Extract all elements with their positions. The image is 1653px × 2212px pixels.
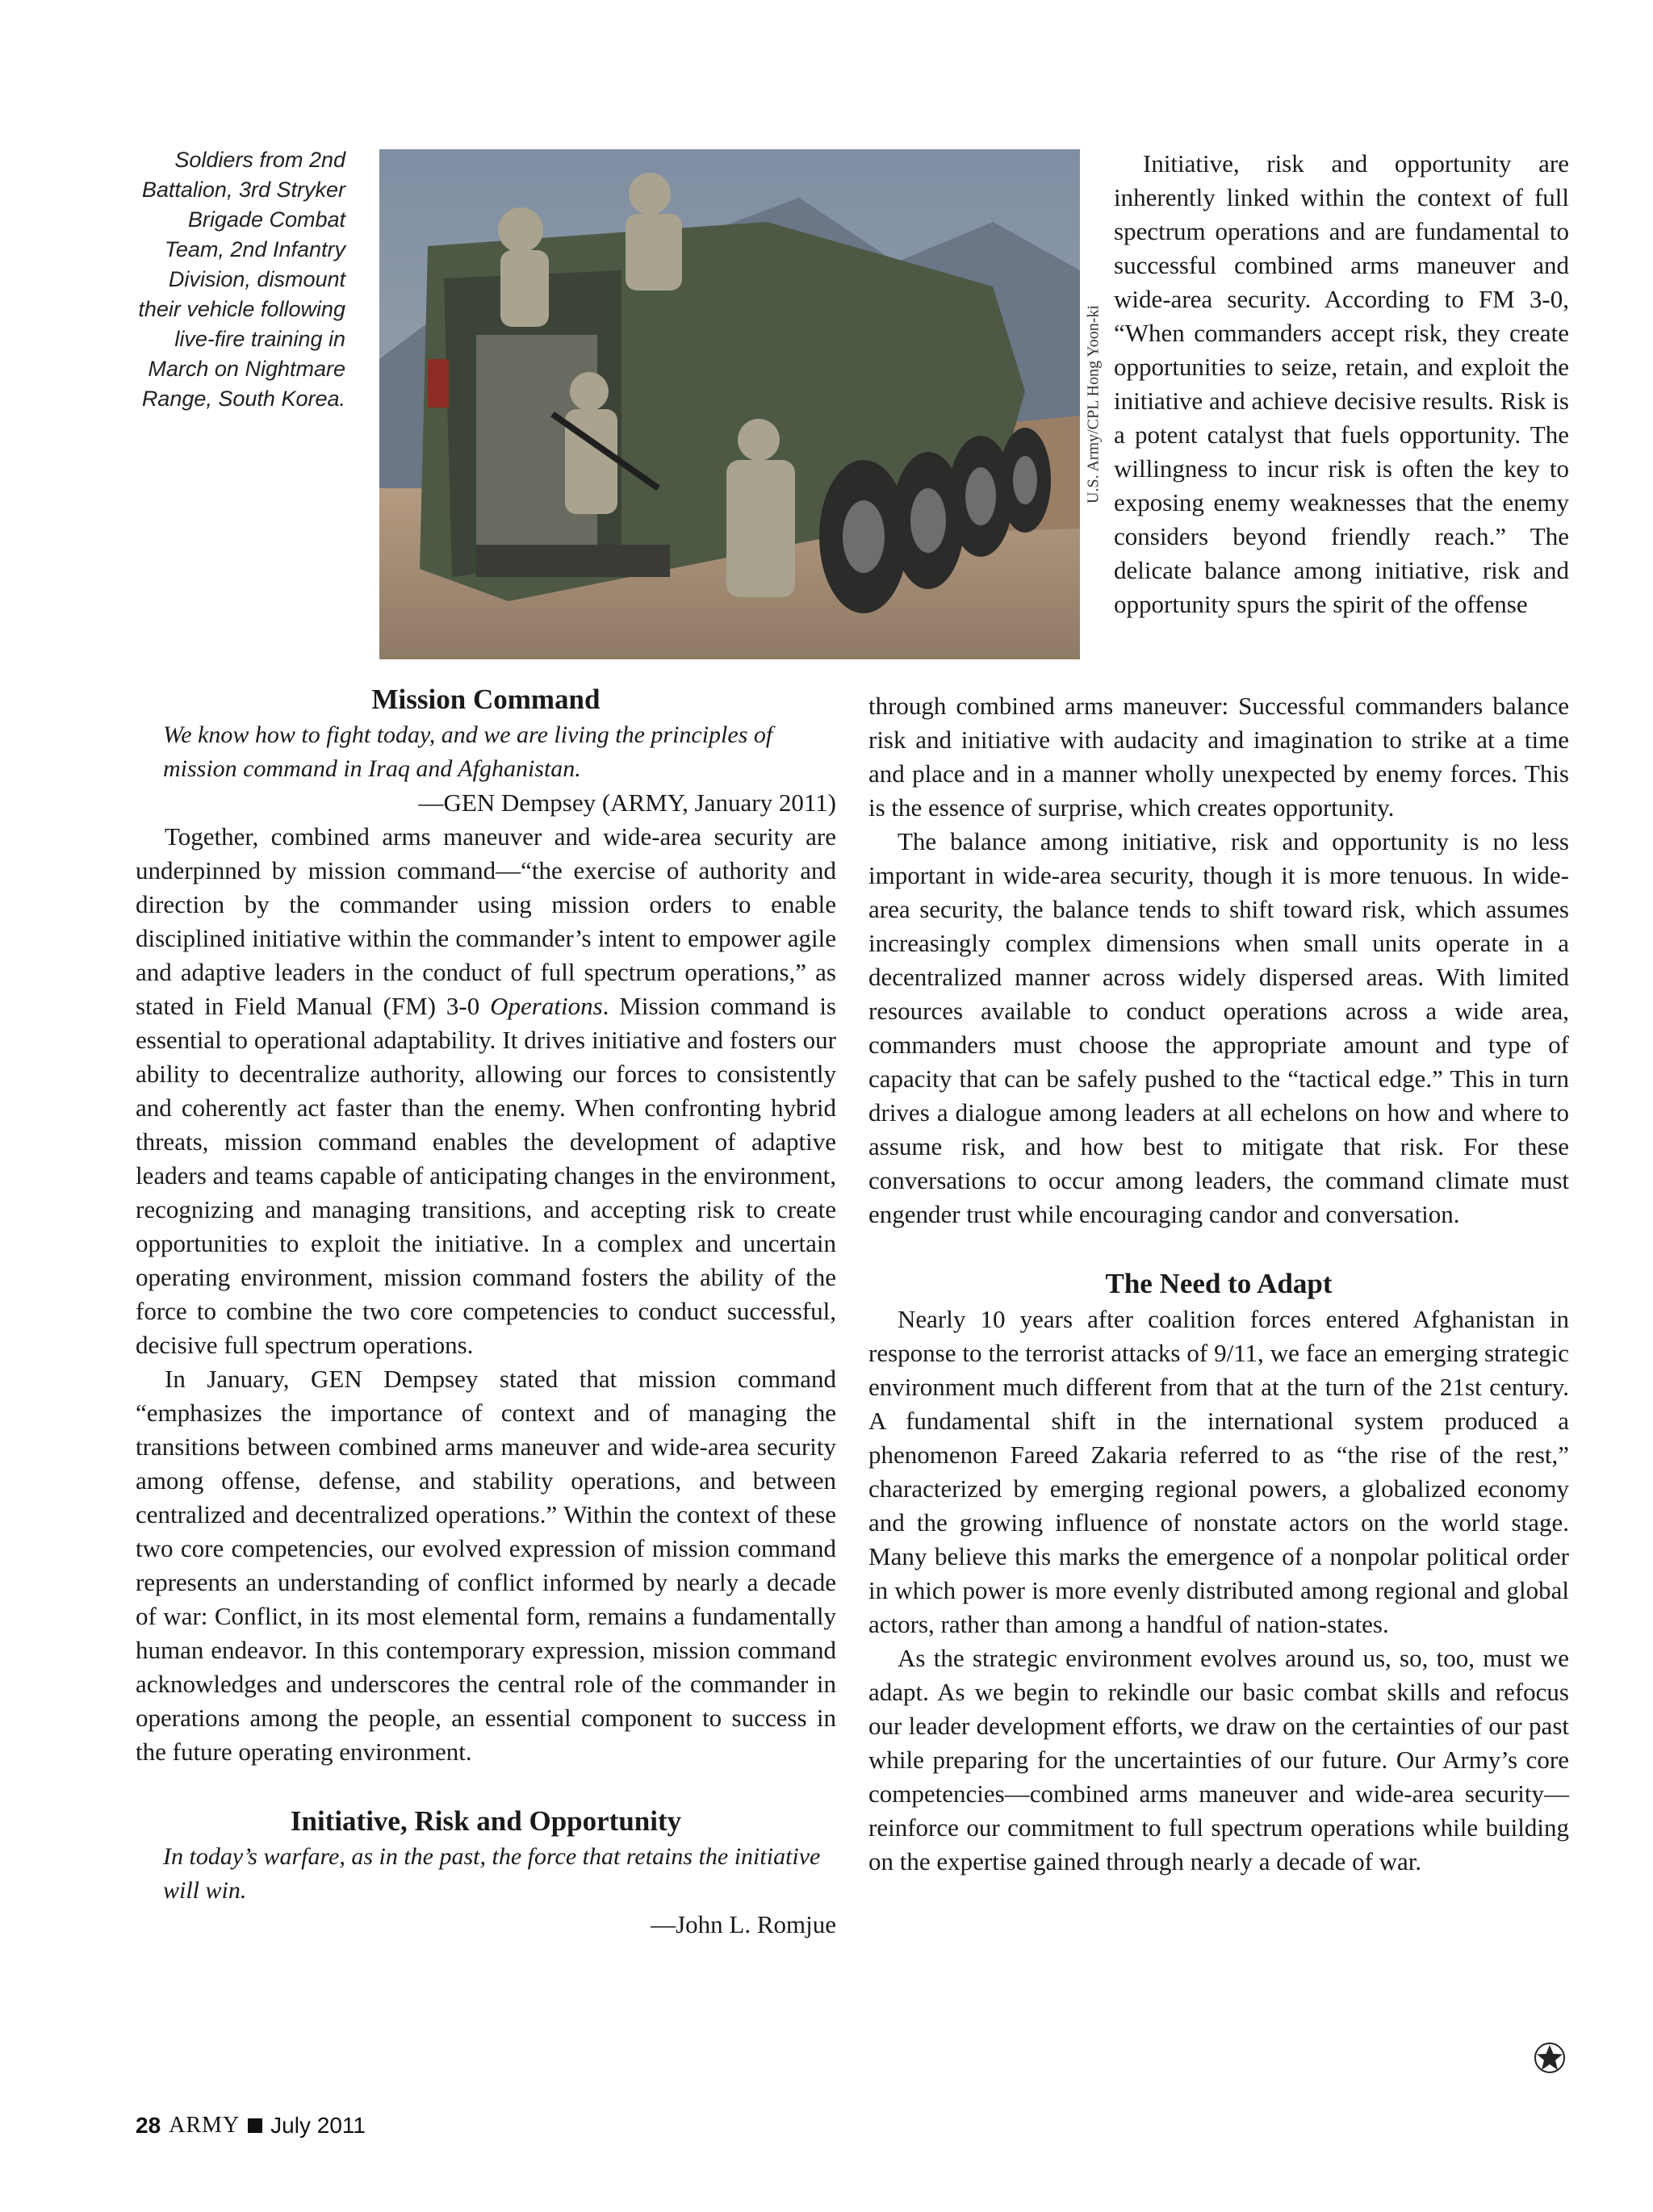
- photo-stryker-soldiers: [379, 149, 1080, 659]
- paragraph-continuation: through combined arms maneuver: Successful commanders balance risk and initiative with audacity and imagination to strike at a time and place and in a manner wholly unexpected by enemy forces. This is the essence of surprise, which creates opportunity.: [868, 692, 1569, 822]
- separator-square-icon: [248, 2118, 262, 2133]
- magazine-name: ARMY: [169, 2113, 241, 2138]
- heading-initiative-risk-opportunity: Initiative, Risk and Opportunity: [290, 1805, 682, 1837]
- paragraph-mission-command-2: In January, GEN Dempsey stated that mission command “emphasizes the importance of context and of managing the transitions between combined arms maneuver and wide-area security among offense, defense, and stability operations, and between centralized and decentralized operations.” Within the context of these two core competencies, our evolved expression of mission command represents an understanding of conflict informed by nearly a decade of war: Conflict, in its most elemental form, remains a fundamentally human endeavor. In this contemporary expression, mission command acknowledges and underscores the central role of the commander in operations among the people, an essential component to success in the future operating environment.: [136, 1365, 836, 1766]
- paragraph-mission-command-1: Together, combined arms maneuver and wide-area security are underpinned by mission command—“the exercise of authority and direction by the commander using mission orders to enable disciplined initiative within the commander’s intent to empower agile and adaptive leaders in the conduct of full spectrum operations,” as stated in Field Manual (FM) 3-0 Operations. Mission command is essential to operational adaptability. It drives initiative and fosters our ability to decentralize authority, allowing our forces to consistently and coherently act faster than the enemy. When confronting hybrid threats, mission command enables the development of adaptive leaders and teams capable of anticipating changes in the environment, recognizing and managing transitions, and accepting risk to create opportunities to exploit the initiative. In a complex and uncertain operating environment, mission command fosters the ability of the force to combine the two core competencies to conduct successful, decisive full spectrum operations.: [136, 822, 836, 1359]
- paragraph-wide-area-security: The balance among initiative, risk and opportunity is no less important in wide-area security, though it is more tenuous. In wide-area security, the balance tends to shift toward risk, which assumes increasingly complex dimensions when small units operate in a decentralized manner across widely dispersed areas. With limited resources available to conduct operations across a wide area, commanders must choose the appropriate amount and type of capacity that can be safely pushed to the “tactical edge.” This in turn drives a dialogue among leaders at all echelons on how and where to assume risk, and how best to mitigate that risk. For these conversations to occur among leaders, the command climate must engender trust while encouraging candor and conversation.: [868, 827, 1569, 1228]
- epigraph-romjue: In today’s warfare, as in the past, the force that retains the initiative will win.: [163, 1843, 821, 1904]
- paragraph-need-to-adapt-1: Nearly 10 years after coalition forces entered Afghanistan in response to the terrorist attacks of 9/11, we face an emerging strategic environment much different from that at the turn of the 21st century. A fundamental shift in the international system produced a phenomenon Fareed Zakaria referred to as “the rise of the rest,” characterized by emerging regional powers, a globalized economy and the growing influence of nonstate actors on the world stage. Many believe this marks the emergence of a nonpolar political order in which power is more evenly distributed among regional and global actors, rather than among a handful of nation-states.: [868, 1305, 1569, 1638]
- paragraph-initiative-intro: Initiative, risk and opportunity are inherently linked within the context of full spectrum operations and are fundamental to successful combined arms maneuver and wide-area security. According to FM 3-0, “When commanders accept risk, they create opportunities to seize, retain, and exploit the initiative and achieve decisive results. Risk is a potent catalyst that fuels opportunity. The willingness to incur risk is often the key to exposing enemy weaknesses that the enemy considers beyond friendly reach.” The delicate balance among initiative, risk and opportunity spurs the spirit of the offense: [1114, 149, 1569, 618]
- heading-mission-command: Mission Command: [371, 684, 601, 715]
- epigraph-mission-command: We know how to fight today, and we are living the principles of mission command in Iraq and Afghanistan.: [163, 721, 773, 782]
- heading-need-to-adapt: The Need to Adapt: [1105, 1268, 1333, 1299]
- right-column-top: [1114, 147, 1569, 621]
- right-column: [868, 689, 1569, 1879]
- photo-caption: Soldiers from 2nd Battalion, 3rd Stryker Brigade Combat Team, 2nd Infantry Division, dismount their vehicle following live-fire training in March on Nightmare Range, South Korea.: [138, 148, 345, 411]
- issue-date: July 2011: [270, 2113, 366, 2138]
- end-mark-star-icon: [1534, 2042, 1566, 2074]
- epigraph-attribution-dempsey: —GEN Dempsey (ARMY, January 2011): [418, 788, 836, 817]
- left-column: [136, 681, 836, 1942]
- paragraph-need-to-adapt-2: As the strategic environment evolves around us, so, too, must we adapt. As we begin to rekindle our basic combat skills and refocus our leader development efforts, we draw on the certainties of our past while preparing for the uncertainties of our future. Our Army’s core competencies—combined arms maneuver and wide-area security—reinforce our commitment to full spectrum operations while building on the expertise gained through nearly a decade of war.: [868, 1644, 1569, 1875]
- page-number: 28: [136, 2113, 161, 2138]
- photo-credit: U.S. Army/CPL Hong Yoon-ki: [1084, 305, 1103, 504]
- epigraph-attribution-romjue: —John L. Romjue: [651, 1910, 836, 1938]
- page-footer: [136, 2113, 366, 2139]
